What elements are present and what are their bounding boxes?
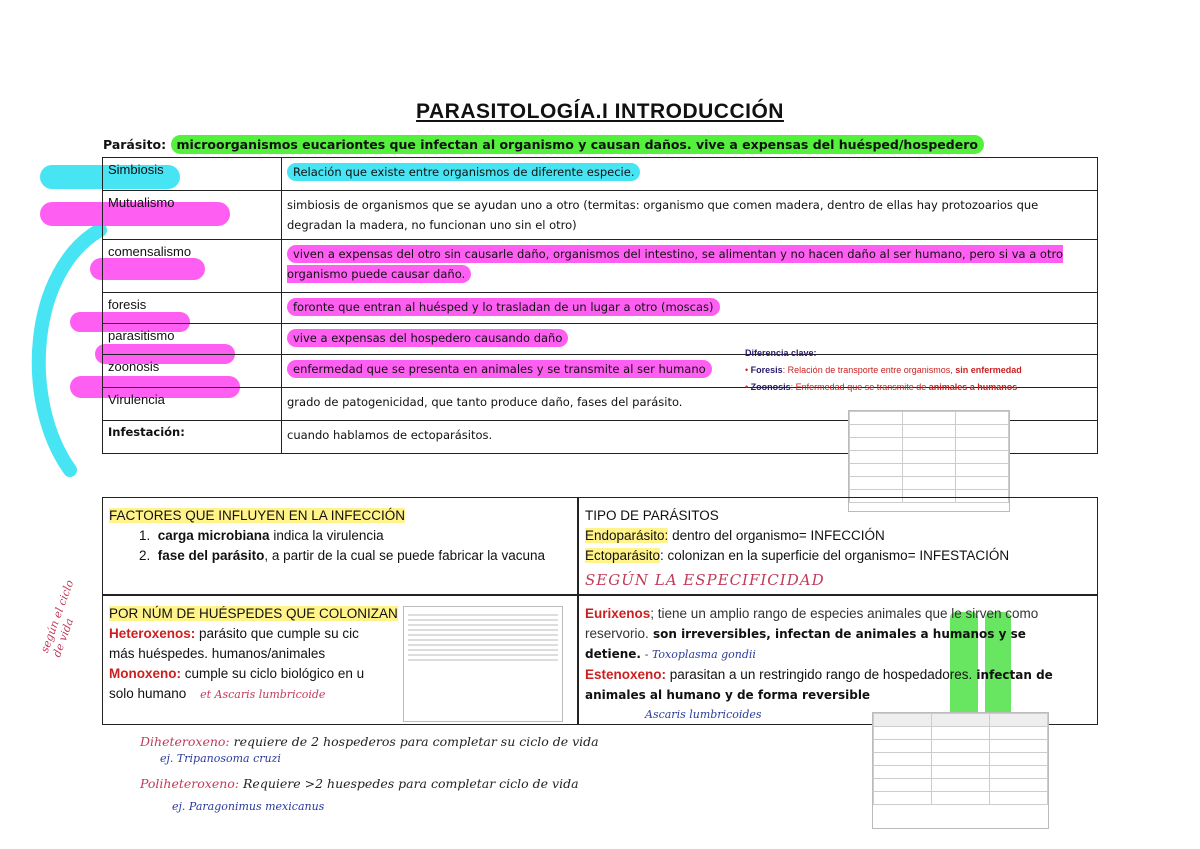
ecto-label: Ectoparásito [585,548,661,563]
table-row [103,240,1098,293]
parasite-definition [103,137,984,152]
item1-rest: indica la virulencia [269,528,384,543]
hetero-label: Heteroxenos: [109,626,196,641]
hetero-text-2: más huéspedes. humanos/animales [109,646,326,661]
mono-label: Monoxeno: [109,666,181,681]
specificity-handwritten: SEGÚN LA ESPECIFICIDAD [585,571,825,589]
term-cell: parasitismo [103,324,282,355]
di-label: Diheteroxeno: [140,734,230,749]
euri-handwritten-note: - Toxoplasma gondii [644,648,756,661]
key-difference-heading: Diferencia clave: [745,348,817,358]
ecto-text: : colonizan en la superficie del organismo= INFESTACIÓN [660,548,1010,563]
table-row [103,158,1098,191]
zoonosis-text: : Enfermedad que se transmite de [790,382,927,392]
mini-table [849,411,1009,503]
term-cell: Simbiosis [103,158,282,191]
item2-bold: fase del parásito [157,548,265,563]
diheteroxeno-note [140,734,599,749]
zoonosis-bold: animales a humanos [928,382,1018,392]
desc-cell: simbiosis de organismos que se ayudan uno a otro (termitas: organismo que comen madera, dentro de ellas hay protozoarios que degradan la madera, no funcionan uno sin el otro) [282,191,1098,240]
esteno-handwritten-note: Ascaris lumbricoides [645,708,762,721]
poliheteroxeno-note [140,776,579,791]
mini-table-2 [873,713,1048,805]
foresis-text: : Relación de transporte entre organismos, [782,365,953,375]
pasted-notes-thumbnail [403,606,563,722]
types-heading: TIPO DE PARÁSITOS [585,508,719,523]
poli-label: Poliheteroxeno: [140,776,240,791]
hosts-cell [109,604,409,705]
mono-text: cumple su ciclo biológico en u [181,666,365,681]
factors-heading: FACTORES QUE INFLUYEN EN LA INFECCIÓN [109,508,406,523]
di-example: ej. Tripanosoma cruzi [160,752,281,765]
xenos-cell [585,604,1065,725]
foresis-label: Foresis [750,365,783,375]
definition-text: microorganismos eucariontes que infectan al organismo y causan daños. vive a expensas del huésped/hospedero [171,135,984,154]
zoonosis-label: Zoonosis [750,382,791,392]
zoonosis-line: • Zoonosis: Enfermedad que se transmite de animales a humanos [745,382,1018,392]
term-cell: zoonosis [103,355,282,388]
foresis-line: • Foresis: Relación de transporte entre organismos, sin enfermedad [745,362,1045,379]
desc-cell [282,293,1098,324]
definition-label: Parásito: [103,137,167,152]
desc-cell: cuando hablamos de ectoparásitos. [282,421,1098,454]
mono-handwritten-note: et Ascaris lumbricoide [200,688,326,701]
desc-cell [282,240,1098,293]
ecto-line [585,546,1090,566]
desc-text: enfermedad que se presenta en animales y se transmite al ser humano [287,360,712,378]
item2-rest: , a partir de la cual se puede fabricar la vacuna [264,548,545,563]
euri-bold: son irreversibles, infectan de animales a humanos y se detiene. [585,627,1026,661]
lower-grid [102,497,1098,725]
term-cell: comensalismo [103,240,282,293]
pasted-table-thumbnail-2 [872,712,1049,829]
euri-text: ; tiene un amplio rango de especies animales que le sirven como reservorio. [585,606,1039,641]
foresis-bold: sin enfermedad [955,365,1022,375]
poli-text: Requiere >2 huespedes para completar ciclo de vida [243,776,579,791]
table-row [103,191,1098,240]
key-difference-note [745,345,1045,396]
mono-text-2: solo humano [109,686,187,701]
esteno-text: parasitan a un restringido rango de hospedadores. [666,667,973,682]
esteno-bold: infectan de animales al humano y de forma reversible [585,668,1053,702]
table-row [103,293,1098,324]
term-cell: foresis [103,293,282,324]
euri-label: Eurixenos [585,606,651,621]
hosts-heading: POR NÚM DE HUÉSPEDES QUE COLONIZAN [109,606,398,621]
list-item: 1. carga microbiana indica la virulencia [139,528,384,543]
desc-cell [282,158,1098,191]
desc-cell: grado de patogenicidad, que tanto produce daño, fases del parásito. [282,388,1098,421]
desc-text: vive a expensas del hospedero causando daño [287,329,568,347]
factors-cell [109,506,569,566]
term-cell: Mutualismo [103,191,282,240]
types-cell [585,506,1090,590]
poli-example: ej. Paragonimus mexicanus [172,800,325,813]
term-cell: Infestación: [103,421,282,454]
esteno-label: Estenoxeno: [585,667,667,682]
endo-text: dentro del organismo= INFECCIÓN [668,528,885,543]
desc-text: foronte que entran al huésped y lo trasladan de un lugar a otro (moscas) [287,298,720,316]
hetero-text: parásito que cumple su cic [195,626,359,641]
page-title: PARASITOLOGÍA.I INTRODUCCIÓN [416,100,784,123]
desc-text: viven a expensas del otro sin causarle daño, organismos del intestino, se alimentan y no hacen daño al ser humano, pero si va a otro organismo puede causar daño. [287,247,1063,281]
desc-text: Relación que existe entre organismos de diferente especie. [287,163,640,181]
term-cell: Virulencia [103,388,282,421]
endo-line [585,526,1090,546]
list-item: 2. fase del parásito, a partir de la cual se puede fabricar la vacuna [139,548,545,563]
di-text: requiere de 2 hospederos para completar su ciclo de vida [233,734,599,749]
item1-bold: carga microbiana [157,528,270,543]
cycle-side-note: según el ciclo de vida [38,578,77,659]
endo-label: Endoparásito: [585,528,669,543]
